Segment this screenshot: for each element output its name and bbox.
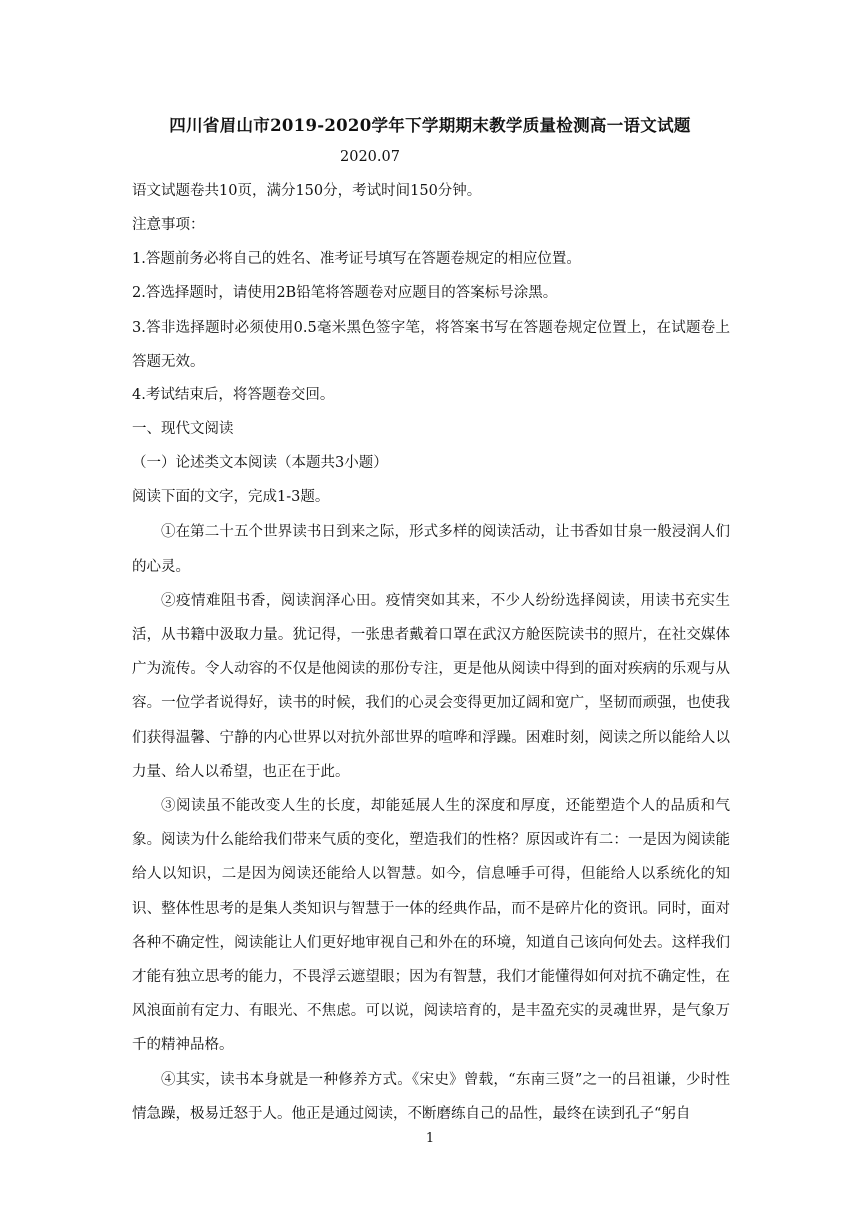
- passage-paragraph: [132, 1063, 730, 1131]
- exam-summary: 语文试题卷共10页，满分150分，考试时间150分钟。: [132, 183, 482, 199]
- section-subheading: （一）论述类文本阅读（本题共3小题）: [132, 455, 388, 472]
- paragraph-text: ④其实，读书本身就是一种修养方式。《宋史》曾载，“东南三贤”之一的吕祖谦，少时性情急躁，极易迁怒于人。他正是通过阅读，不断磨练自己的品性，最终在读到孔子“躬自: [132, 1071, 730, 1122]
- page-number: 1: [425, 1131, 435, 1146]
- reading-instruction: 阅读下面的文字，完成1-3题。: [132, 489, 330, 506]
- paragraph-text: ③阅读虽不能改变人生的长度，却能延展人生的深度和厚度，还能塑造个人的品质和气象。阅读为什么能给我们带来气质的变化，塑造我们的性格？原因或许有二：一是因为阅读能给人以知识，二是因为阅读还能给人以智慧。如今，信息唾手可得，但能给人以系统化的知识、整体性思考的是集人类知识与智慧于一体的经典作品，而不是碎片化的资讯。同时，面对各种不确定性，阅读能让人们更好地审视自己和外在的环境，知道自己该向何处去。这样我们才能有独立思考的能力，不畏浮云遮望眼；因为有智慧，我们才能懂得如何对抗不确定性，在风浪面前有定力、有眼光、不焦虑。可以说，阅读培育的，是丰盈充实的灵魂世界，是气象万千的精神品格。: [132, 798, 730, 1054]
- paragraph-text: ①在第二十五个世界读书日到来之际，形式多样的阅读活动，让书香如甘泉一般浸润人们的心灵。: [132, 524, 730, 575]
- notice-heading: 注意事项：: [132, 217, 205, 233]
- exam-date: 2020.07: [340, 149, 400, 165]
- document-body: [132, 178, 730, 1131]
- notice-item: 2.答选择题时，请使用2B铅笔将答题卷对应题目的答案标号涂黑。: [132, 285, 558, 301]
- passage-paragraph: [132, 789, 730, 1063]
- passage-paragraph: [132, 584, 730, 789]
- notice-item-text: 3.答非选择题时必须使用0.5毫米黑色签字笔，将答案书写在答题卷规定位置上，在试题卷上答题无效。: [132, 320, 730, 371]
- page-title: 四川省眉山市2019-2020学年下学期期末教学质量检测高一语文试题: [169, 116, 691, 135]
- notice-item: 1.答题前务必将自己的姓名、准考证号填写在答题卷规定的相应位置。: [132, 251, 581, 267]
- passage-paragraph: [132, 515, 730, 583]
- paragraph-text: ②疫情难阻书香，阅读润泽心田。疫情突如其来，不少人纷纷选择阅读，用读书充实生活，从书籍中汲取力量。犹记得，一张患者戴着口罩在武汉方舱医院读书的照片，在社交媒体广为流传。令人动容的不仅是他阅读的那份专注，更是他从阅读中得到的面对疾病的乐观与从容。一位学者说得好，读书的时候，我们的心灵会变得更加辽阔和宽广，坚韧而顽强，也使我们获得温馨、宁静的内心世界以对抗外部世界的喧哗和浮躁。困难时刻，阅读之所以能给人以力量、给人以希望，也正在于此。: [132, 592, 730, 780]
- notice-item: 4.考试结束后，将答题卷交回。: [132, 387, 335, 404]
- notice-item: [132, 311, 730, 379]
- section-heading: 一、现代文阅读: [132, 421, 234, 438]
